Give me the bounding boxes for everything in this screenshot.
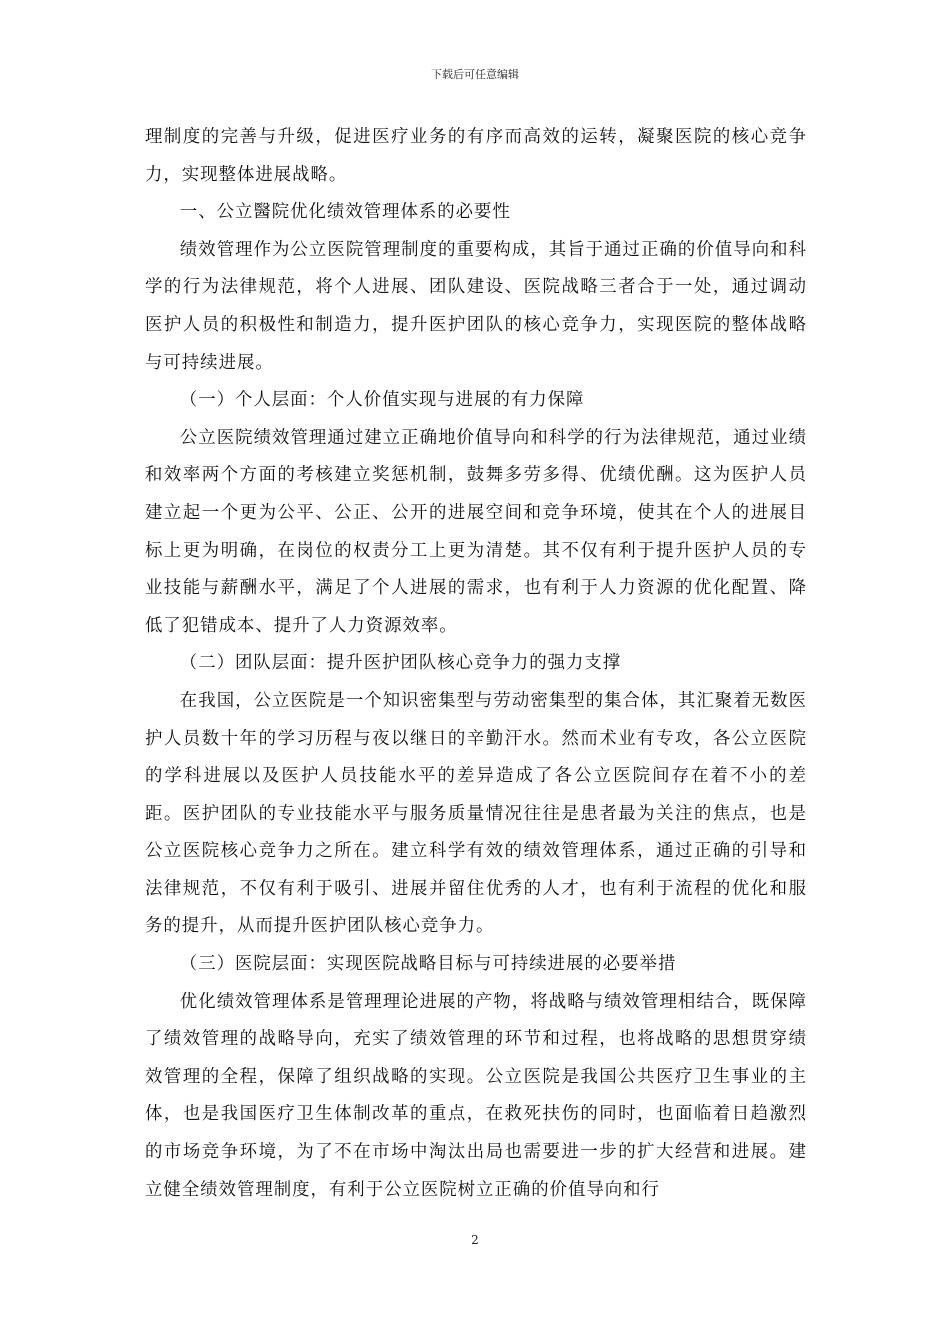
body-paragraph: 优化绩效管理体系是管理理论进展的产物，将战略与绩效管理相结合，既保障了绩效管理的战略导向，充实了绩效管理的环节和过程，也将战略的思想贯穿绩效管理的全程，保障了组织战略的实现。公立医院是我国公共医疗卫生事业的主体，也是我国医疗卫生体制改革的重点，在救死扶伤的同时，也面临着日趋激烈的市场竞争环境，为了不在市场中淘汰出局也需要进一步的扩大经营和进展。建立健全绩效管理制度，有利于公立医院树立正确的价值导向和行	[145, 991, 807, 1200]
paragraph-continuation: 理制度的完善与升级，促进医疗业务的有序而高效的运转，凝聚医院的核心竞争力，实现整体进展战略。	[145, 127, 807, 185]
subsection-heading-3: （三）医院层面：实现医院战略目标与可持续进展的必要举措	[179, 954, 677, 975]
body-paragraph: 绩效管理作为公立医院管理制度的重要构成，其旨于通过正确的价值导向和科学的行为法律规范，将个人进展、团队建设、医院战略三者合于一处，通过调动医护人员的积极性和制造力，提升医护团队的核心竞争力，实现医院的整体战略与可持续进展。	[145, 239, 807, 373]
subsection-heading-1: （一）个人层面：个人价值实现与进展的有力保障	[179, 390, 585, 411]
subsection-heading-2: （二）团队层面：提升医护团队核心竞争力的强力支撑	[179, 653, 622, 674]
document-body	[145, 119, 807, 1209]
page-header: 下载后可任意编辑	[431, 68, 519, 81]
body-paragraph: 公立医院绩效管理通过建立正确地价值导向和科学的行为法律规范，通过业绩和效率两个方面的考核建立奖惩机制，鼓舞多劳多得、优绩优酬。这为医护人员建立起一个更为公平、公正、公开的进展空间和竞争环境，使其在个人的进展目标上更为明确，在岗位的权责分工上更为清楚。其不仅有利于提升医护人员的专业技能与薪酬水平，满足了个人进展的需求，也有利于人力资源的优化配置、降低了犯错成本、提升了人力资源效率。	[145, 427, 807, 636]
section-heading: 一、公立醫院优化绩效管理体系的必要性	[179, 202, 511, 223]
body-paragraph: 在我国，公立医院是一个知识密集型与劳动密集型的集合体，其汇聚着无数医护人员数十年的学习历程与夜以继日的辛勤汗水。然而术业有专攻，各公立医院的学科进展以及医护人员技能水平的差异造成了各公立医院间存在着不小的差距。医护团队的专业技能水平与服务质量情况往往是患者最为关注的焦点，也是公立医院核心竞争力之所在。建立科学有效的绩效管理体系，通过正确的引导和法律规范，不仅有利于吸引、进展并留住优秀的人才，也有利于流程的优化和服务的提升，从而提升医护团队核心竞争力。	[145, 690, 807, 937]
page-number: 2	[471, 1233, 479, 1247]
